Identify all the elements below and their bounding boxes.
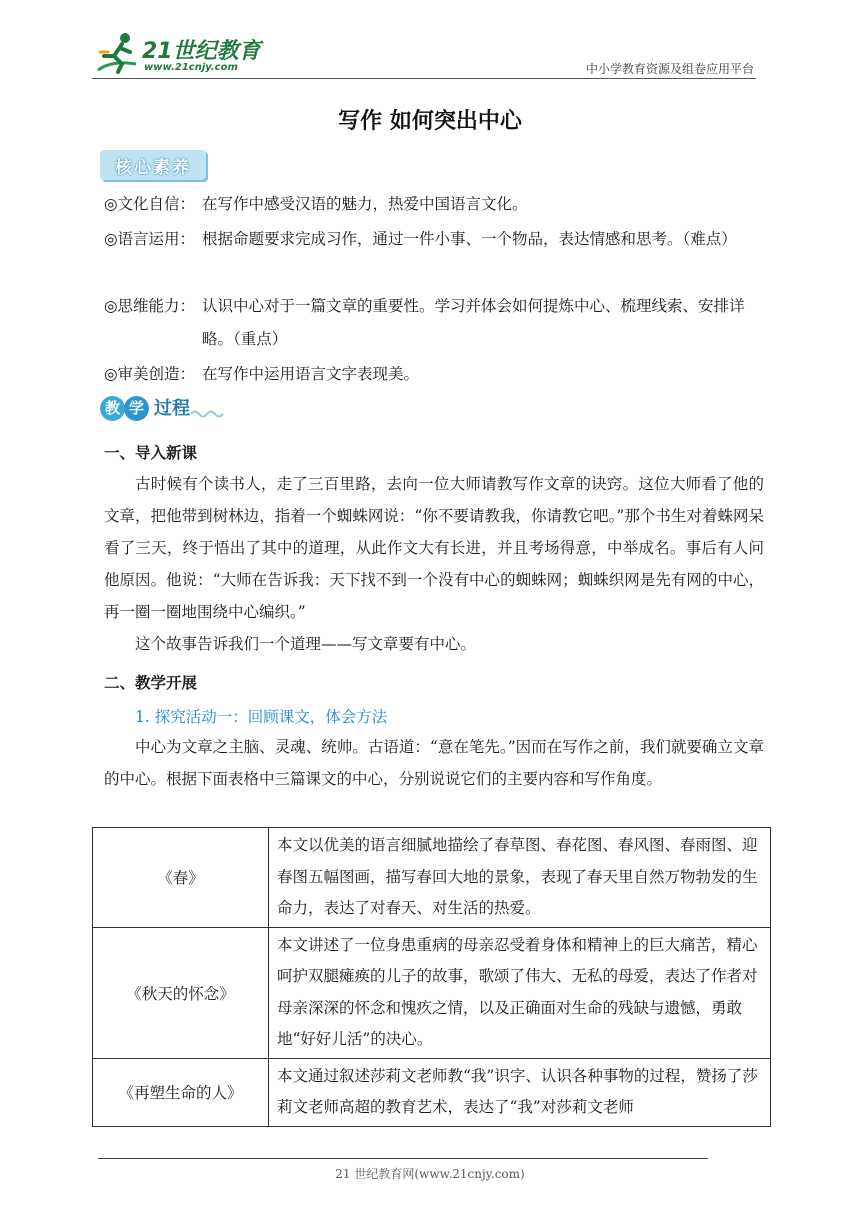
core-literacy-badge: [100, 150, 206, 180]
table-row: [93, 1058, 771, 1126]
process-word: 过程: [154, 398, 190, 419]
wave-decoration-icon: [190, 408, 224, 418]
objective-item: [104, 223, 764, 256]
process-char-1: 教: [100, 396, 125, 421]
objective-label: ◎语言运用：: [104, 230, 196, 248]
objective-item: [104, 290, 764, 356]
objective-item: [104, 358, 764, 391]
objective-item: [104, 188, 764, 221]
objective-text: 认识中心对于一篇文章的重要性。学习并体会如何提炼中心、梳理线索、安排详略。（重点）: [202, 297, 745, 348]
objective-label: ◎审美创造：: [104, 365, 196, 383]
site-logo[interactable]: [92, 30, 262, 78]
table-cell-description: 本文通过叙述莎莉文老师教“我”识字、认识各种事物的过程，赞扬了莎莉文老师高超的教育艺术，表达了“我”对莎莉文老师: [269, 1058, 771, 1126]
badge-label: 核心素养: [115, 157, 191, 178]
table-cell-title: 《再塑生命的人》: [93, 1058, 269, 1126]
section-heading-intro: 一、导入新课: [104, 444, 198, 462]
activity-intro: [104, 731, 764, 795]
section-heading-teaching: 二、教学开展: [104, 674, 198, 692]
page-title: 写作 如何突出中心: [338, 109, 522, 134]
table-cell-description: 本文讲述了一位身患重病的母亲忍受着身体和精神上的巨大痛苦，精心呵护双腿瘫痪的儿子的故事，歌颂了伟大、无私的母爱，表达了作者对母亲深深的怀念和愧疚之情，以及正确面对生命的残缺与遗憾，勇敢地“好好儿活”的决心。: [269, 927, 771, 1058]
objective-text: 在写作中感受汉语的魅力，热爱中国语言文化。: [202, 195, 528, 213]
platform-name: 中小学教育资源及组卷应用平台: [585, 62, 754, 76]
process-char-2: 学: [124, 396, 149, 421]
table-cell-title: 《秋天的怀念》: [93, 927, 269, 1058]
intro-story: [104, 468, 764, 660]
objective-text: 在写作中运用语言文字表现美。: [202, 365, 420, 383]
intro-paragraph: 古时候有个读书人，走了三百里路，去向一位大师请教写作文章的诀窍。这位大师看了他的文章，把他带到树林边，指着一个蜘蛛网说：“你不要请教我，你请教它吧。”那个书生对着蛛网呆看了三天，终于悟出了其中的道理，从此作文大有长进，并且考场得意，中举成名。事后有人问他原因。他说：“大师在告诉我：天下找不到一个没有中心的蜘蛛网；蜘蛛织网是先有网的中心，再一圈一圈地围绕中心编织。”: [104, 475, 764, 621]
runner-logo-icon: [92, 30, 142, 78]
page-header: [92, 30, 756, 80]
activity-heading: 1. 探究活动一：回顾课文，体会方法: [135, 708, 388, 726]
teaching-process-badge: [100, 396, 230, 426]
logo-url: www.21cnjy.com: [144, 62, 238, 73]
footer-divider: [98, 1158, 708, 1159]
page-footer[interactable]: 21 世纪教育网(www.21cnjy.com): [335, 1167, 525, 1181]
objective-text: 根据命题要求完成习作，通过一件小事、一个物品，表达情感和思考。（难点）: [202, 230, 737, 248]
logo-name: 21世纪教育: [142, 39, 261, 64]
table-row: [93, 927, 771, 1058]
table-cell-title: 《春》: [93, 828, 269, 928]
table-cell-description: 本文以优美的语言细腻地描绘了春草图、春花图、春风图、春雨图、迎春图五幅图画，描写春回大地的景象，表现了春天里自然万物勃发的生命力，表达了对春天、对生活的热爱。: [269, 828, 771, 928]
activity-paragraph: 中心为文章之主脑、灵魂、统帅。古语道：“意在笔先。”因而在写作之前，我们就要确立文章的中心。根据下面表格中三篇课文的中心，分别说说它们的主要内容和写作角度。: [104, 738, 764, 788]
intro-conclusion: 这个故事告诉我们一个道理——写文章要有中心。: [135, 635, 477, 653]
table-row: [93, 828, 771, 928]
objective-label: ◎文化自信：: [104, 195, 196, 213]
objective-label: ◎思维能力：: [104, 297, 196, 315]
header-divider: [92, 78, 756, 79]
text-comparison-table: [92, 827, 771, 1127]
